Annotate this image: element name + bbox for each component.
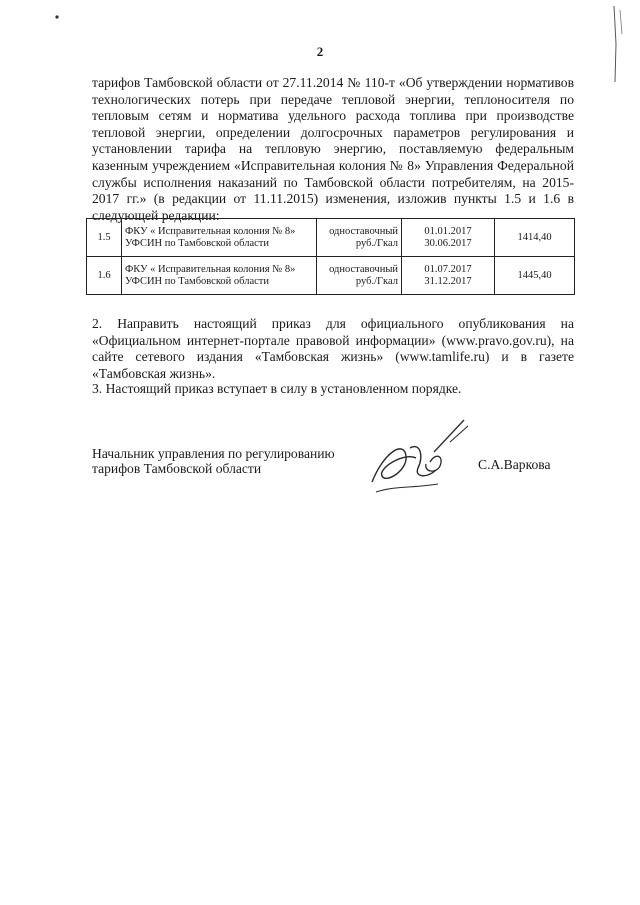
handwritten-signature <box>364 412 474 502</box>
table-row <box>87 257 575 295</box>
page-number: 2 <box>316 44 324 59</box>
tariff-type: одноставочный <box>329 263 398 275</box>
tariff-table <box>86 218 575 295</box>
organization-line: ФКУ « Исправительная колония № 8» <box>125 225 296 237</box>
organization-cell <box>122 257 317 295</box>
organization-cell <box>122 219 317 257</box>
row-number: 1.6 <box>87 257 122 295</box>
organization-line: УФСИН по Тамбовской области <box>125 275 270 287</box>
signatory-title-line: Начальник управления по регулированию <box>92 446 335 461</box>
period-from: 01.01.2017 <box>424 225 472 237</box>
organization-line: УФСИН по Тамбовской области <box>125 237 270 249</box>
tariff-value: 1414,40 <box>495 219 575 257</box>
tariff-type: одноставочный <box>329 225 398 237</box>
tariff-unit: руб./Гкал <box>355 237 398 249</box>
row-number: 1.5 <box>87 219 122 257</box>
tariff-value: 1445,40 <box>495 257 575 295</box>
period-cell <box>402 219 495 257</box>
order-item-2: 2. Направить настоящий приказ для официального опубликования на «Официальном интернет-портале правовой информации» (www.pravo.gov.ru), на сайте сетевого издания «Тамбовская жизнь» (www.tamlife.ru) и в газете «Тамбовская жизнь». <box>92 316 574 381</box>
period-to: 30.06.2017 <box>424 237 472 249</box>
period-cell <box>402 257 495 295</box>
tariff-type-cell <box>317 257 402 295</box>
intro-paragraph: тарифов Тамбовской области от 27.11.2014 № 110-т «Об утверждении нормативов технологических потерь при передаче тепловой энергии, теплоносителя по тепловым сетям и норматива удельного расхода топлива при производстве тепловой энергии, определении долгосрочных параметров регулирования и установлении тарифа на тепловую энергию, поставляемую федеральным казенным учреждением «Исправительная колония № 8» Управления Федеральной службы исполнения наказаний по Тамбовской области потребителям, на 2015- 2017 гг.» (в редакции от 11.11.2015) изменения, изложив пункты 1.5 и 1.6 в следующей редакции: <box>92 75 574 223</box>
scan-speck-mark <box>54 14 60 20</box>
signatory-title <box>92 446 382 476</box>
tariff-type-cell <box>317 219 402 257</box>
organization-line: ФКУ « Исправительная колония № 8» <box>125 263 296 275</box>
signatory-title-line: тарифов Тамбовской области <box>92 461 262 476</box>
tariff-unit: руб./Гкал <box>355 275 398 287</box>
period-to: 31.12.2017 <box>424 275 472 287</box>
table-row <box>87 219 575 257</box>
period-from: 01.07.2017 <box>424 263 472 275</box>
signatory-name: С.А.Варкова <box>478 457 551 472</box>
order-item-3: 3. Настоящий приказ вступает в силу в установленном порядке. <box>92 381 462 396</box>
